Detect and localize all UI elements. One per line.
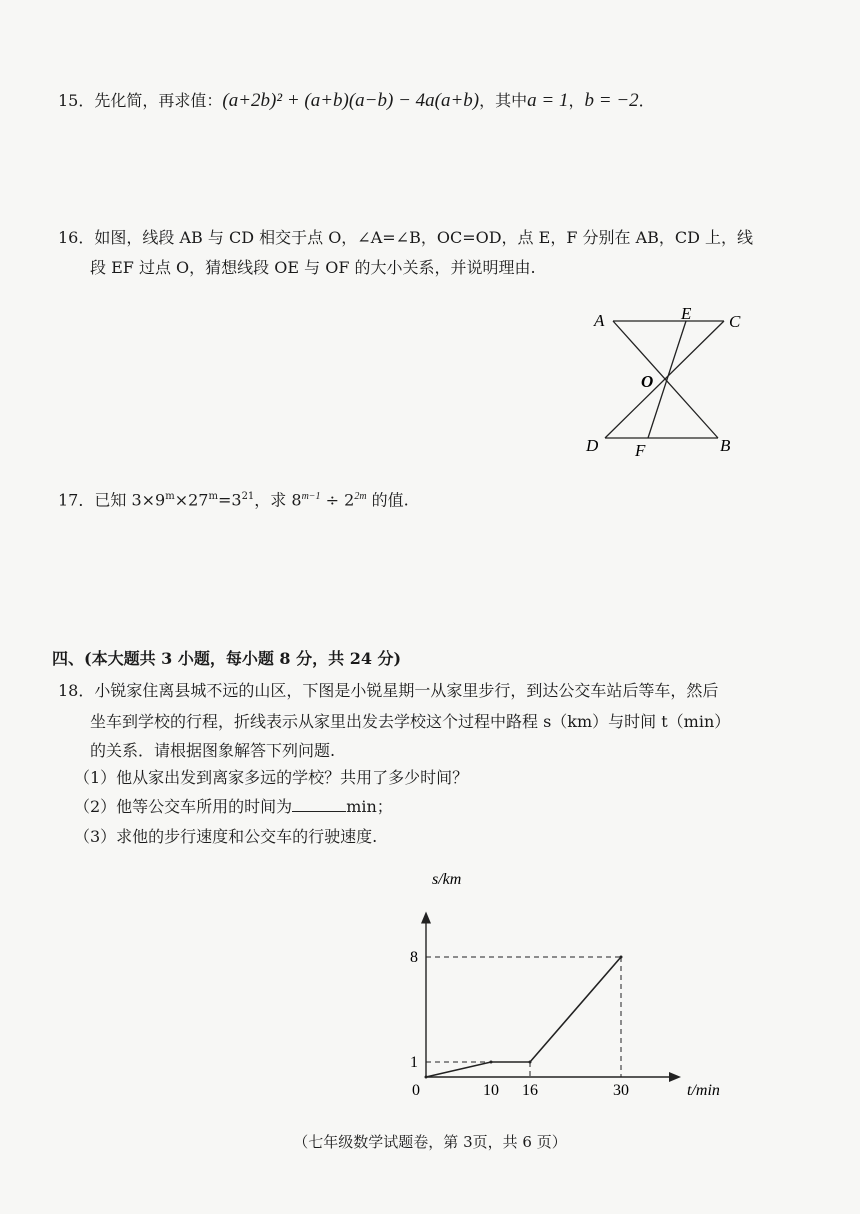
answer-blank[interactable] xyxy=(292,797,346,812)
data-point xyxy=(490,1061,493,1064)
segment-EF xyxy=(648,321,686,438)
condition-a: a = 1 xyxy=(527,90,569,111)
label-E: E xyxy=(681,304,692,323)
question-number: 18． xyxy=(58,681,95,700)
exponent: m xyxy=(165,491,175,502)
expr-part: 已知 3×9 xyxy=(94,490,166,510)
label-C: C xyxy=(729,312,741,331)
expr-part: =3 xyxy=(217,490,242,510)
data-point xyxy=(620,956,623,959)
x-tick-label: 0 xyxy=(412,1082,420,1099)
exponent: m−1 xyxy=(301,491,321,502)
sub-question-text: （2）他等公交车所用的时间为 xyxy=(74,797,293,816)
question-16-line-2 xyxy=(90,257,536,279)
question-text: ，其中 xyxy=(479,91,528,110)
exponent: m xyxy=(208,491,218,502)
question-text: 坐车到学校的行程，折线表示从家里出发去学校这个过程中路程 s（km）与时间 t（min） xyxy=(90,712,731,731)
expr-part: ×27 xyxy=(174,490,209,510)
question-text: 先化简，再求值： xyxy=(94,91,223,110)
question-18-line-2 xyxy=(90,711,730,733)
question-18-line-3 xyxy=(90,740,335,762)
label-F: F xyxy=(635,441,646,460)
label-B: B xyxy=(720,436,731,455)
x-tick-label: 16 xyxy=(522,1082,538,1099)
question-15 xyxy=(58,90,655,112)
data-point xyxy=(425,1076,428,1079)
sub-question-text: （3）求他的步行速度和公交车的行驶速度. xyxy=(74,827,378,846)
data-point xyxy=(529,1061,532,1064)
geometry-figure xyxy=(578,298,768,468)
separator: ， xyxy=(568,91,585,110)
x-tick-label: 30 xyxy=(613,1082,629,1099)
question-18-line-1 xyxy=(58,680,718,702)
segment-CD xyxy=(605,321,724,438)
series-line xyxy=(426,957,621,1077)
expr-part: 的值. xyxy=(366,490,409,510)
period: ． xyxy=(638,91,655,110)
y-axis-arrow xyxy=(421,912,431,924)
x-axis-label: t/min xyxy=(687,1082,720,1099)
math-expression: (a+2b)² + (a+b)(a−b) − 4a(a+b) xyxy=(222,90,480,111)
section-4-heading: 四、(本大题共 3 小题，每小题 8 分，共 24 分) xyxy=(52,649,402,668)
expr-part: ，求 8 xyxy=(254,490,302,510)
y-tick-label: 1 xyxy=(410,1054,418,1071)
x-axis-arrow xyxy=(669,1072,681,1082)
condition-b: b = −2 xyxy=(584,90,639,111)
question-number: 15． xyxy=(58,91,95,110)
y-axis-label: s/km xyxy=(432,871,462,888)
sub-question-text: （1）他从家出发到离家多远的学校？共用了多少时间？ xyxy=(74,768,469,787)
exponent: 2m xyxy=(354,491,367,502)
exponent: 21 xyxy=(241,491,255,502)
x-tick-label: 10 xyxy=(483,1082,499,1099)
sub-question-1 xyxy=(74,767,468,789)
question-text: 段 EF 过点 O，猜想线段 OE 与 OF 的大小关系，并说明理由. xyxy=(90,258,536,277)
question-text: 的关系．请根据图象解答下列问题. xyxy=(90,741,336,760)
label-A: A xyxy=(594,311,605,330)
question-16-line-1 xyxy=(58,227,753,249)
label-O: O xyxy=(641,372,654,391)
sub-question-2 xyxy=(74,796,393,818)
question-number: 17． xyxy=(58,490,95,510)
question-text: 如图，线段 AB 与 CD 相交于点 O，∠A=∠B，OC=OD，点 E，F 分别在 AB，CD 上，线 xyxy=(94,228,754,247)
y-tick-label: 8 xyxy=(410,949,418,966)
segment-AB xyxy=(613,321,718,438)
question-number: 16． xyxy=(58,228,95,247)
question-17 xyxy=(58,486,409,511)
expr-part: ÷ 2 xyxy=(320,490,355,510)
question-text: 小锐家住离县城不远的山区，下图是小锐星期一从家里步行，到达公交车站后等车，然后 xyxy=(94,681,719,700)
sub-question-text: min； xyxy=(346,797,393,816)
distance-time-chart xyxy=(390,862,760,1102)
sub-question-3 xyxy=(74,826,377,848)
page-footer: （七年级数学试题卷，第 3页，共 6 页） xyxy=(293,1133,567,1151)
label-D: D xyxy=(586,436,599,455)
